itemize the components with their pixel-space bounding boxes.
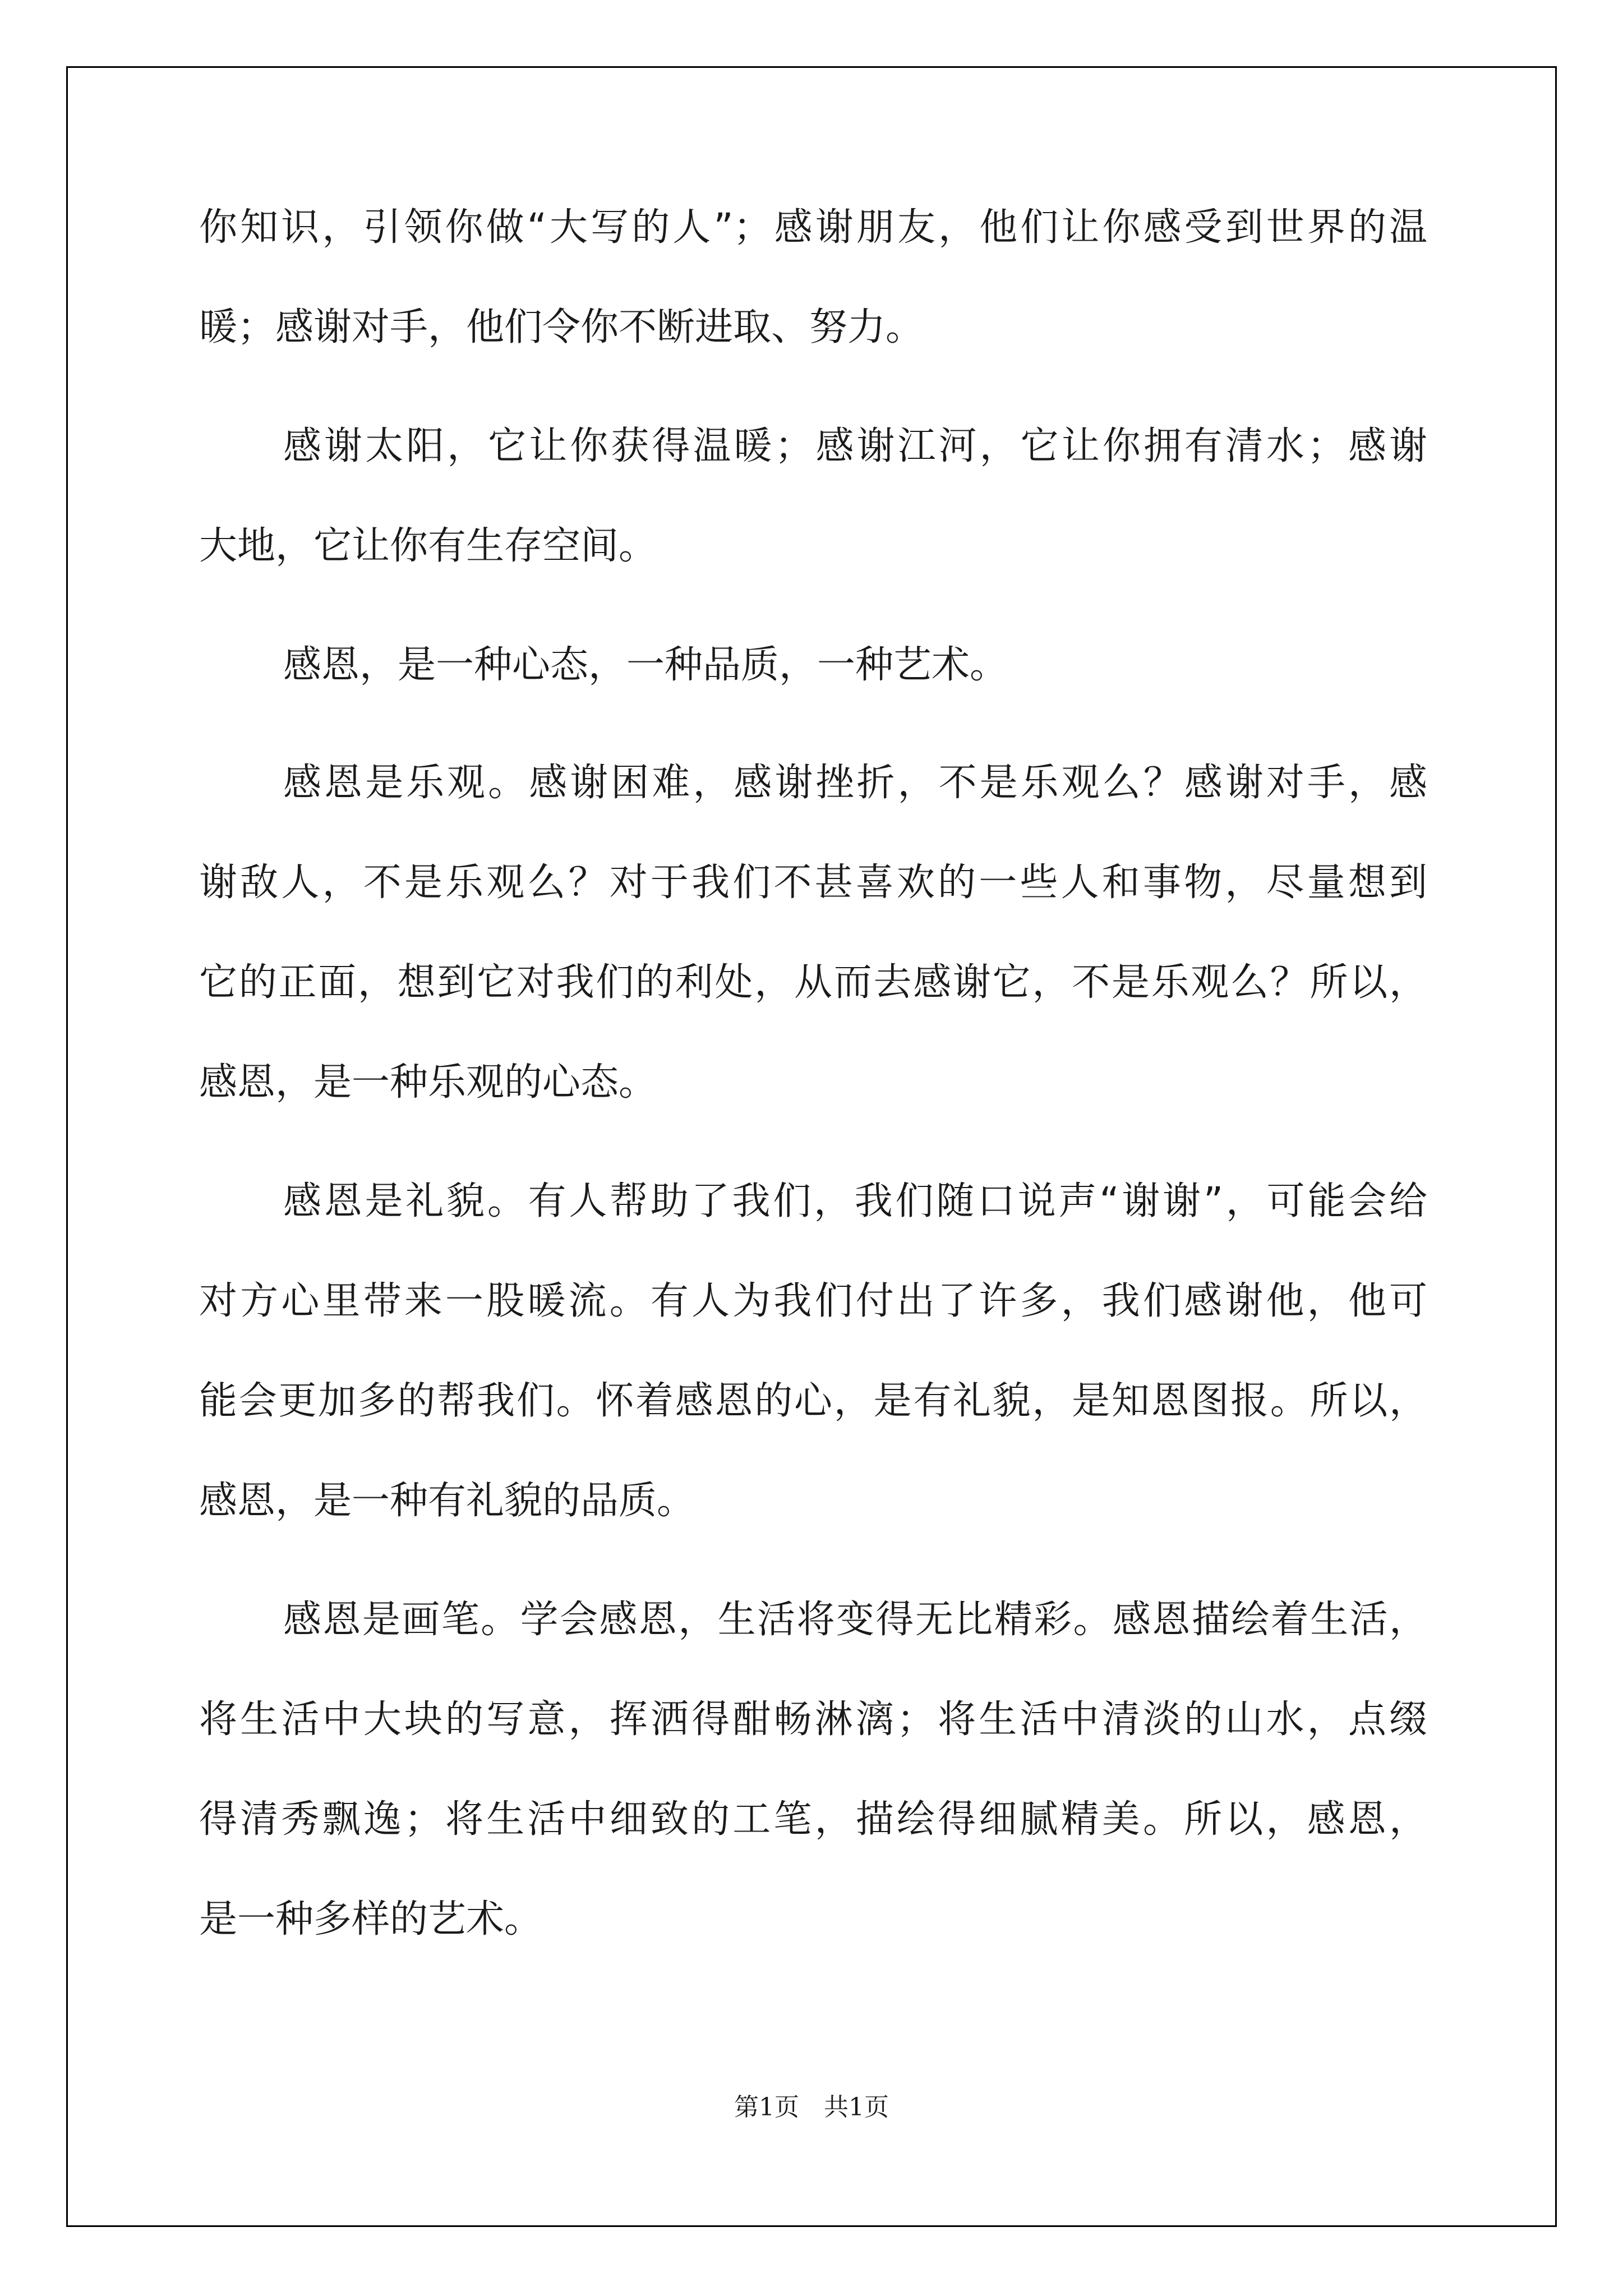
paragraph-start-line: 感恩是乐观。感谢困难，感谢挫折，不是乐观么？感谢对手，感 [283,761,1427,805]
paragraph-start-line: 感恩是礼貌。有人帮助了我们，我们随口说声“谢谢”，可能会给 [283,1179,1427,1223]
paragraph-start-line: 感恩，是一种心态，一种品质，一种艺术。 [283,643,1008,687]
paragraph-start-line: 感谢太阳，它让你获得温暖；感谢江河，它让你拥有清水；感谢 [283,424,1427,468]
text-line: 能会更加多的帮我们。怀着感恩的心，是有礼貌，是知恩图报。所以， [199,1379,1427,1423]
page-number-footer: 第1页 共1页 [734,2093,889,2122]
text-line: 将生活中大块的写意，挥洒得酣畅淋漓；将生活中清淡的山水，点缀 [199,1697,1427,1742]
text-line: 大地，它让你有生存空间。 [199,524,657,568]
text-line: 你知识，引领你做“大写的人”；感谢朋友，他们让你感受到世界的温 [199,205,1427,250]
paragraph-start-line: 感恩是画笔。学会感恩，生活将变得无比精彩。感恩描绘着生活， [283,1598,1427,1642]
text-line: 它的正面，想到它对我们的利处，从而去感谢它，不是乐观么？所以， [199,960,1427,1005]
text-line: 暖；感谢对手，他们令你不断进取、努力。 [199,305,924,349]
text-line: 感恩，是一种有礼貌的品质。 [199,1479,695,1523]
text-line: 感恩，是一种乐观的心态。 [199,1060,657,1105]
text-line: 对方心里带来一股暖流。有人为我们付出了许多，我们感谢他，他可 [199,1279,1427,1323]
text-line: 得清秀飘逸；将生活中细致的工笔，描绘得细腻精美。所以，感恩， [199,1797,1427,1842]
text-line: 谢敌人，不是乐观么？对于我们不甚喜欢的一些人和事物，尽量想到 [199,861,1427,905]
text-line: 是一种多样的艺术。 [199,1897,543,1941]
